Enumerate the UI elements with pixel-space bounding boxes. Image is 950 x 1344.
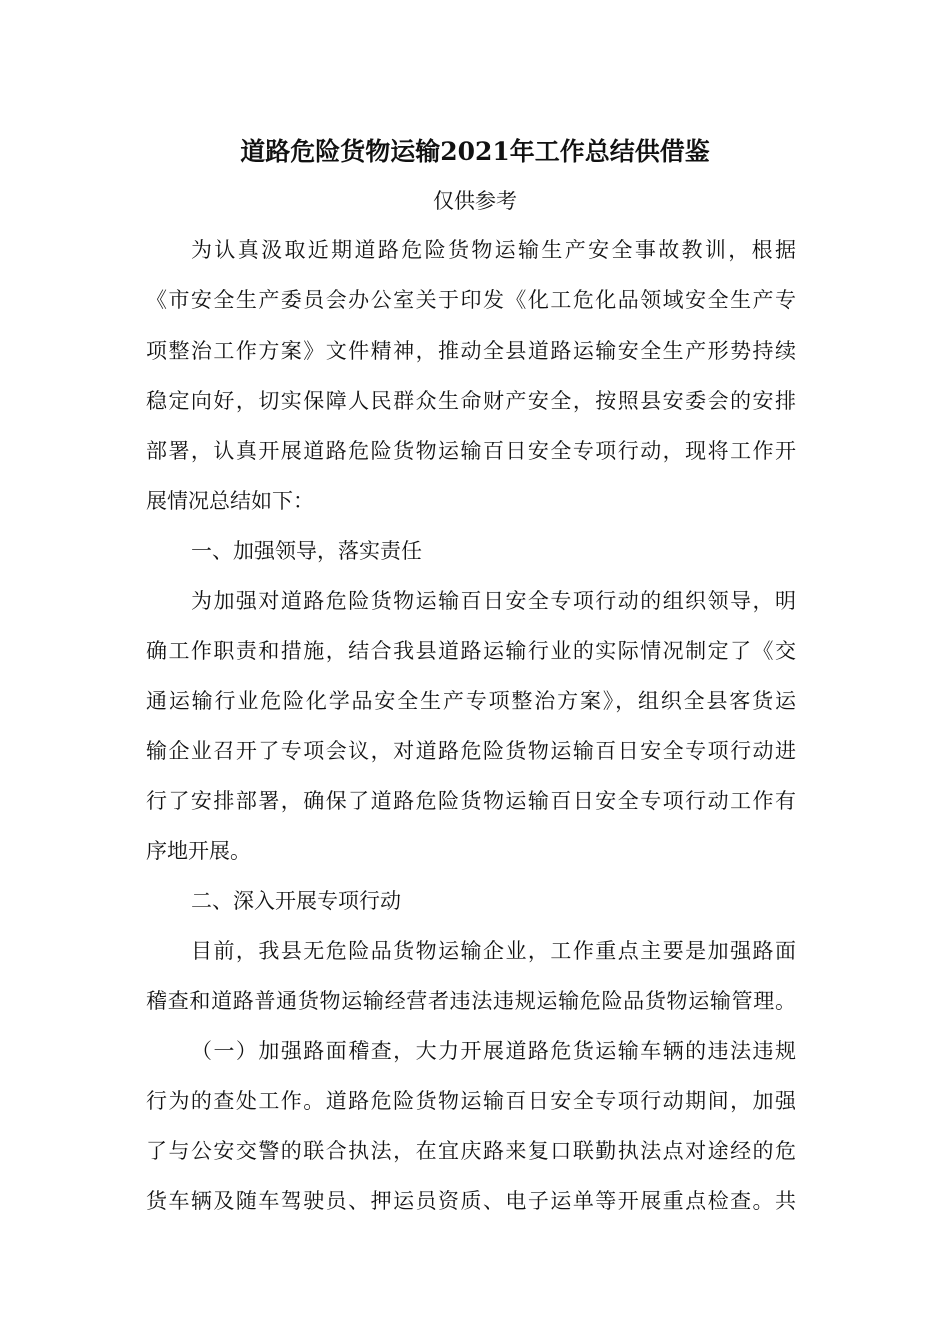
document-title: 道路危险货物运输2021年工作总结供借鉴 <box>240 137 710 166</box>
paragraph-line: （一）加强路面稽查，大力开展道路危货运输车辆的违法违规 <box>191 1039 796 1063</box>
paragraph-line: 序地开展。 <box>146 839 251 863</box>
paragraph-line: 通运输行业危险化学品安全生产专项整治方案》，组织全县客货运 <box>146 689 796 713</box>
paragraph-line: 了与公安交警的联合执法，在宜庆路来复口联勤执法点对途经的危 <box>146 1139 796 1163</box>
paragraph-line: 项整治工作方案》文件精神，推动全县道路运输安全生产形势持续 <box>146 339 796 363</box>
paragraph-line: 确工作职责和措施，结合我县道路运输行业的实际情况制定了《交 <box>146 639 796 663</box>
paragraph-line: 展情况总结如下： <box>146 489 314 513</box>
document-subtitle: 仅供参考 <box>433 189 517 213</box>
paragraph-line: 稽查和道路普通货物运输经营者违法违规运输危险品货物运输管理。 <box>146 989 796 1013</box>
paragraph-line: 目前，我县无危险品货物运输企业，工作重点主要是加强路面 <box>191 939 796 963</box>
paragraph-line: 部署，认真开展道路危险货物运输百日安全专项行动，现将工作开 <box>146 439 796 463</box>
paragraph-line: 输企业召开了专项会议，对道路危险货物运输百日安全专项行动进 <box>146 739 796 763</box>
paragraph-line: 行为的查处工作。道路危险货物运输百日安全专项行动期间，加强 <box>146 1089 796 1113</box>
paragraph-line: 货车辆及随车驾驶员、押运员资质、电子运单等开展重点检查。共 <box>146 1189 796 1213</box>
paragraph-line: 行了安排部署，确保了道路危险货物运输百日安全专项行动工作有 <box>146 789 796 813</box>
section-heading: 二、深入开展专项行动 <box>191 889 401 913</box>
section-heading: 一、加强领导，落实责任 <box>191 539 422 563</box>
paragraph-line: 为加强对道路危险货物运输百日安全专项行动的组织领导，明 <box>191 589 796 613</box>
paragraph-line: 为认真汲取近期道路危险货物运输生产安全事故教训，根据 <box>191 238 796 262</box>
paragraph-line: 稳定向好，切实保障人民群众生命财产安全，按照县安委会的安排 <box>146 389 796 413</box>
paragraph-line: 《市安全生产委员会办公室关于印发《化工危化品领域安全生产专 <box>146 288 796 312</box>
